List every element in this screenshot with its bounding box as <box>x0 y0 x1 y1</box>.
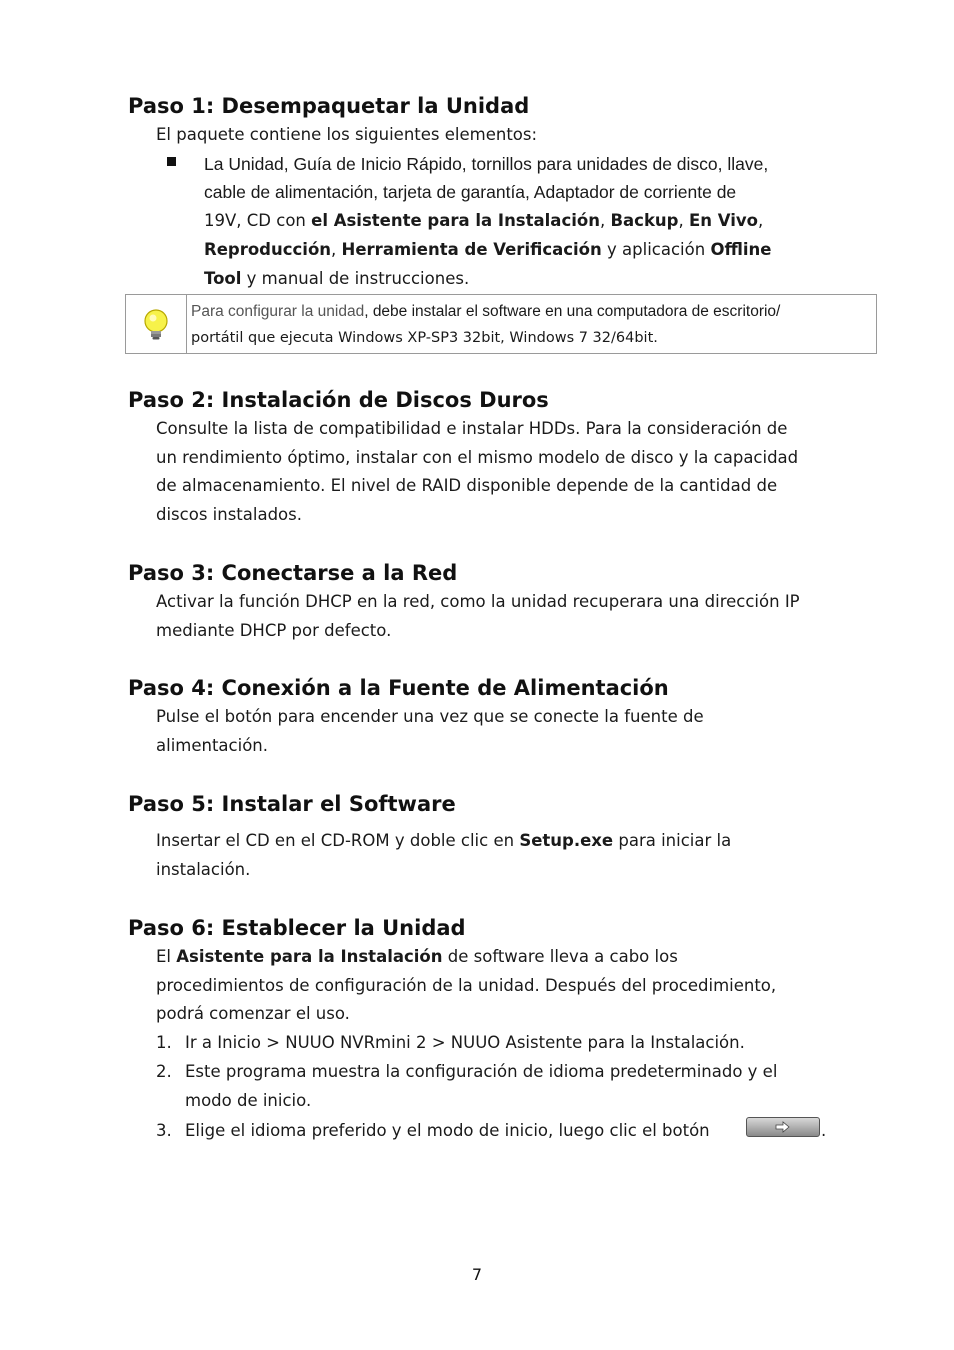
list-item-3-period: . <box>821 1121 827 1140</box>
text-run: , <box>331 240 342 259</box>
tool-label: Tool <box>204 269 242 288</box>
step2-line4: discos instalados. <box>156 505 302 524</box>
list-item-2-line1: Este programa muestra la configuración de idioma predeterminado y el <box>185 1062 778 1081</box>
bullet-square-icon <box>167 157 176 166</box>
tip-box <box>125 294 877 354</box>
list-item-1: Ir a Inicio > NUUO NVRmini 2 > NUUO Asistente para la Instalación. <box>185 1033 745 1052</box>
step4-line2: alimentación. <box>156 736 268 755</box>
step1-item-line5 <box>204 268 469 290</box>
step2-line2: un rendimiento óptimo, instalar con el mismo modelo de disco y la capacidad <box>156 448 799 467</box>
step4-line1: Pulse el botón para encender una vez que se conecte la fuente de <box>156 707 704 726</box>
step6-para-line2: procedimientos de configuración de la unidad. Después del procedimiento, <box>156 976 777 995</box>
setup-wizard-label: el Asistente para la Instalación <box>311 211 600 230</box>
step3-line2: mediante DHCP por defecto. <box>156 621 392 640</box>
list-item-2-line2: modo de inicio. <box>185 1091 312 1110</box>
lightbulb-icon <box>141 308 171 342</box>
step1-item-line3 <box>204 210 763 232</box>
text-run: , <box>678 211 689 230</box>
step2-line1: Consulte la lista de compatibilidad e instalar HDDs. Para la consideración de <box>156 419 788 438</box>
verification-tool-label: Herramienta de Verificación <box>341 240 602 259</box>
list-number: 2. <box>156 1062 172 1081</box>
step1-item-line1: La Unidad, Guía de Inicio Rápido, tornillos para unidades de disco, llave, <box>204 154 769 174</box>
list-number: 3. <box>156 1121 172 1140</box>
next-button[interactable] <box>746 1117 820 1137</box>
text-run: y aplicación <box>601 240 711 259</box>
text-run: El <box>156 947 177 966</box>
live-label: En Vivo <box>689 211 758 230</box>
step1-item-line2: cable de alimentación, tarjeta de garantía, Adaptador de corriente de <box>204 182 737 202</box>
backup-label: Backup <box>610 211 679 230</box>
text-run: , debe instalar el software en una computadora de escritorio/ <box>364 303 781 320</box>
step1-intro: El paquete contiene los siguientes elementos: <box>156 125 538 144</box>
arrow-right-icon <box>775 1121 791 1133</box>
list-item-3: Elige el idioma preferido y el modo de inicio, luego clic el botón <box>185 1121 710 1140</box>
text-run: y manual de instrucciones. <box>241 269 470 288</box>
step3-line1: Activar la función DHCP en la red, como la unidad recuperara una dirección IP <box>156 592 800 611</box>
playback-label: Reproducción <box>204 240 332 259</box>
page-number: 7 <box>471 1265 483 1284</box>
step5-heading: Paso 5: Instalar el Software <box>128 792 456 816</box>
step1-item-line4 <box>204 239 771 261</box>
text-run: , <box>599 211 611 230</box>
setup-exe-label: Setup.exe <box>519 831 614 850</box>
text-run: , <box>758 211 764 230</box>
step4-heading: Paso 4: Conexión a la Fuente de Alimentación <box>128 676 669 700</box>
step1-heading: Paso 1: Desempaquetar la Unidad <box>128 94 530 118</box>
text-run: de software lleva a cabo los <box>442 947 678 966</box>
step5-line1 <box>156 830 731 852</box>
setup-wizard-label: Asistente para la Instalación <box>176 947 443 966</box>
step6-para-line1 <box>156 946 678 968</box>
offline-label: Offline <box>710 240 772 259</box>
tip-line2: portátil que ejecuta Windows XP-SP3 32bit, Windows 7 32/64bit. <box>191 330 658 346</box>
text-run: para iniciar la <box>613 831 732 850</box>
step6-para-line3: podrá comenzar el uso. <box>156 1004 350 1023</box>
step5-line2: instalación. <box>156 860 251 879</box>
step2-heading: Paso 2: Instalación de Discos Duros <box>128 388 549 412</box>
text-run: Insertar el CD en el CD-ROM y doble clic en <box>156 831 520 850</box>
list-number: 1. <box>156 1033 172 1052</box>
tip-icon-cell <box>126 295 187 353</box>
step6-heading: Paso 6: Establecer la Unidad <box>128 916 466 940</box>
text-run: 19V, CD con <box>204 211 312 230</box>
tip-line1 <box>191 302 780 322</box>
step3-heading: Paso 3: Conectarse a la Red <box>128 561 458 585</box>
text-run: Para configurar la unidad <box>191 303 365 320</box>
step2-line3: de almacenamiento. El nivel de RAID disponible depende de la cantidad de <box>156 476 778 495</box>
